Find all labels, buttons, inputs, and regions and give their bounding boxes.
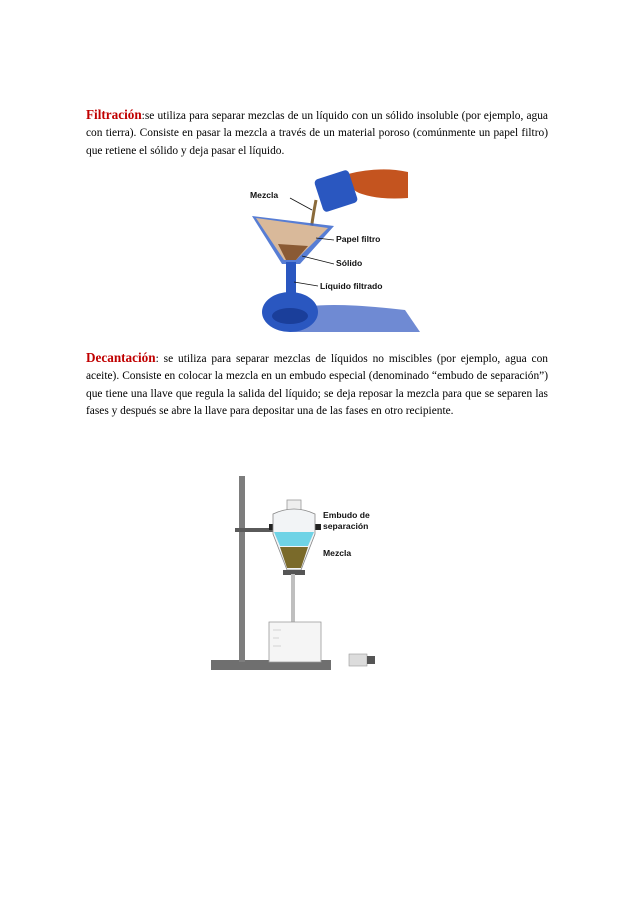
decantacion-text: : se utiliza para separar mezclas de líquidos no miscibles (por ejemplo, agua con aceite). Consiste en colocar la mezcla en un embudo especial (denominado “embudo de separación”) que tiene una llave que regula la salida del líquido; se deja reposar la mezcla para que se separen las fases y después se abre la llave para depositar una de las fases en otro recipiente. — [86, 353, 548, 418]
decantacion-paragraph — [86, 349, 548, 421]
pointer-line-liquido — [294, 282, 318, 286]
filtracion-term: Filtración — [86, 107, 142, 122]
receiving-beaker-icon — [269, 622, 321, 662]
label-mezcla-decantacion: Mezcla — [323, 548, 352, 558]
filtracion-paragraph — [86, 106, 548, 160]
decantacion-term: Decantación — [86, 350, 156, 365]
stand-rod-icon — [239, 476, 245, 662]
filtrate-liquid — [272, 308, 308, 324]
label-papel-filtro: Papel filtro — [336, 234, 381, 244]
label-liquido-filtrado: Líquido filtrado — [320, 281, 383, 291]
loose-stopper-tip — [367, 656, 375, 664]
pointer-line-solido — [302, 256, 334, 264]
label-embudo-line2: separación — [323, 521, 369, 531]
label-solido: Sólido — [336, 258, 363, 268]
label-mezcla: Mezcla — [250, 190, 279, 200]
water-layer — [274, 532, 314, 546]
filtration-figure — [230, 160, 430, 340]
funnel-outlet-stem — [291, 574, 295, 624]
hand-icon — [348, 169, 408, 198]
label-embudo-line1: Embudo de — [323, 510, 370, 520]
pointer-line-mezcla — [290, 198, 312, 210]
filtracion-text: :se utiliza para separar mezclas de un líquido con un sólido insoluble (por ejemplo, agua con tierra). Consiste en pasar la mezcla a través de un material poroso (comúnmente un papel filtro) que retiene el sólido y deja pasar el líquido. — [86, 110, 548, 157]
loose-stopper-icon — [349, 654, 367, 666]
decantation-figure — [205, 470, 405, 675]
oil-layer — [280, 547, 308, 568]
funnel-stopper-icon — [287, 500, 301, 510]
